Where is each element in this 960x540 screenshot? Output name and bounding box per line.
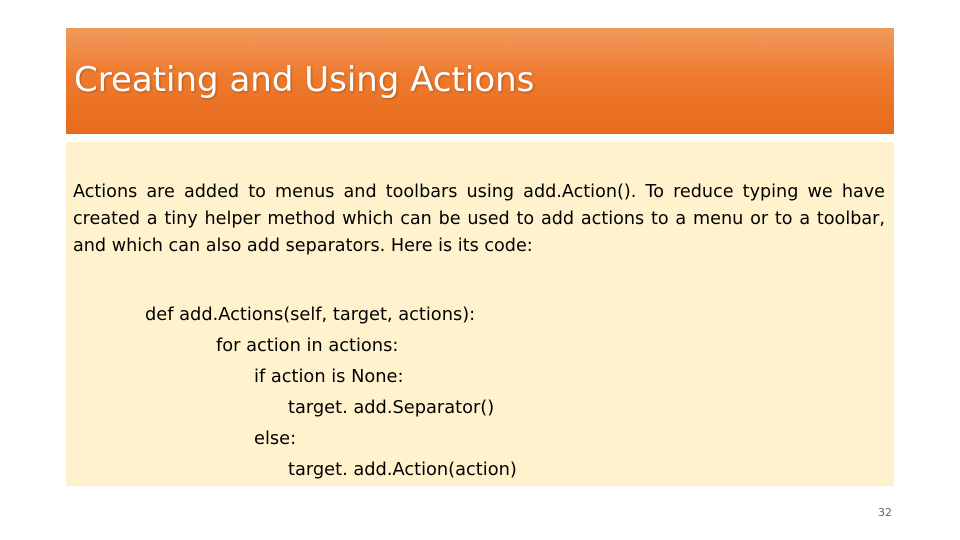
title-bar — [66, 28, 894, 134]
code-line-for: for action in actions: — [216, 335, 399, 356]
code-line-else: else: — [254, 428, 297, 449]
page-number: 32 — [878, 506, 892, 519]
code-line-add-action: target. add.Action(action) — [288, 459, 517, 480]
content-box — [66, 142, 894, 486]
code-line-if: if action is None: — [254, 366, 404, 387]
slide-title: Creating and Using Actions — [74, 60, 535, 100]
intro-paragraph: Actions are added to menus and toolbars using add.Action(). To reduce typing we have created a tiny helper method which can be used to add actions to a menu or to a toolbar, and which can also add separators. Here is its code: — [73, 182, 885, 256]
code-line-def: def add.Actions(self, target, actions): — [145, 304, 476, 325]
code-line-add-separator: target. add.Separator() — [288, 397, 495, 418]
